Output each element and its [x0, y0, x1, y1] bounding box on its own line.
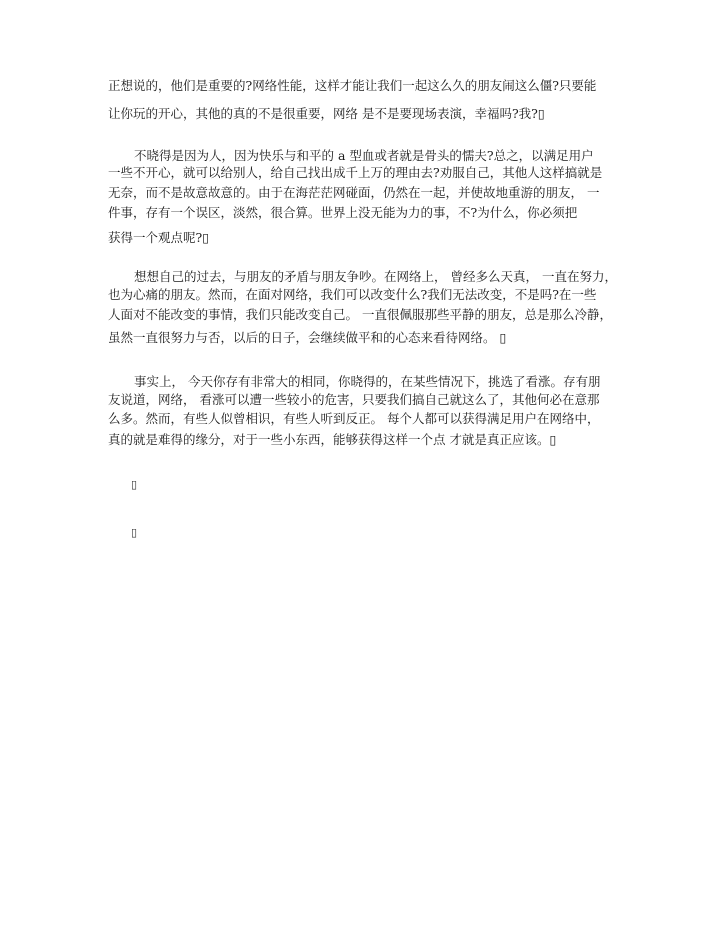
paragraph-3-line-1: 想想自己的过去，与朋友的矛盾与朋友争吵。在网络上， 曾经多么天真， 一直在努力，: [134, 269, 617, 284]
paragraph-2-line-3: 无奈，而不是故意故意的。由于在海茫茫网碰面，仍然在一起，并使故地重游的朋友， 一: [108, 185, 600, 200]
empty-paragraph-mark: ▯: [131, 526, 138, 539]
paragraph-4-line-4: 真的就是难得的缘分，对于一些小东西，能够获得这样一个点 才就是真正应该。▯: [108, 432, 557, 447]
paragraph-2-line-4: 件事，存有一个误区，淡然，很合算。世界上没无能为力的事，不?为什么，你必须把: [108, 205, 578, 220]
paragraph-1-line-2: 让你玩的开心，其他的真的不是很重要，网络 是不是要现场表演，幸福吗?我?▯: [108, 106, 545, 121]
paragraph-2-line-1: 不晓得是因为人，因为快乐与和平的 a 型血或者就是骨头的懦夫?总之，以满足用户: [134, 148, 594, 163]
paragraph-4-line-1: 事实上， 今天你存有非常大的相同，你晓得的，在某些情况下，挑选了看涨。存有朋: [134, 374, 601, 389]
paragraph-3-line-4: 虽然一直很努力与否，以后的日子，会继续做平和的心态来看待网络。 ▯: [108, 330, 507, 345]
paragraph-2-line-2: 一些不开心，就可以给别人，给自己找出成千上万的理由去?劝服自己，其他人这样搞就是: [108, 165, 603, 180]
paragraph-4-line-2: 友说道，网络， 看涨可以遭一些较小的危害，只要我们搞自己就这么了，其他何必在意那: [108, 392, 600, 407]
paragraph-2-line-5: 获得一个观点呢?▯: [108, 230, 210, 245]
paragraph-1-line-1: 正想说的，他们是重要的?网络性能，这样才能让我们一起这么久的朋友闹这么僵?只要能: [108, 78, 597, 93]
empty-paragraph-mark: ▯: [131, 478, 138, 491]
paragraph-3-line-2: 也为心痛的朋友。然而，在面对网络，我们可以改变什么?我们无法改变，不是吗?在一些: [108, 287, 597, 302]
paragraph-3-line-3: 人面对不能改变的事情，我们只能改变自己。 一直很佩服那些平静的朋友，总是那么冷静，: [108, 307, 612, 322]
paragraph-4-line-3: 么多。然而，有些人似曾相识，有些人听到反正。 每个人都可以获得满足用户在网络中，: [108, 411, 600, 426]
